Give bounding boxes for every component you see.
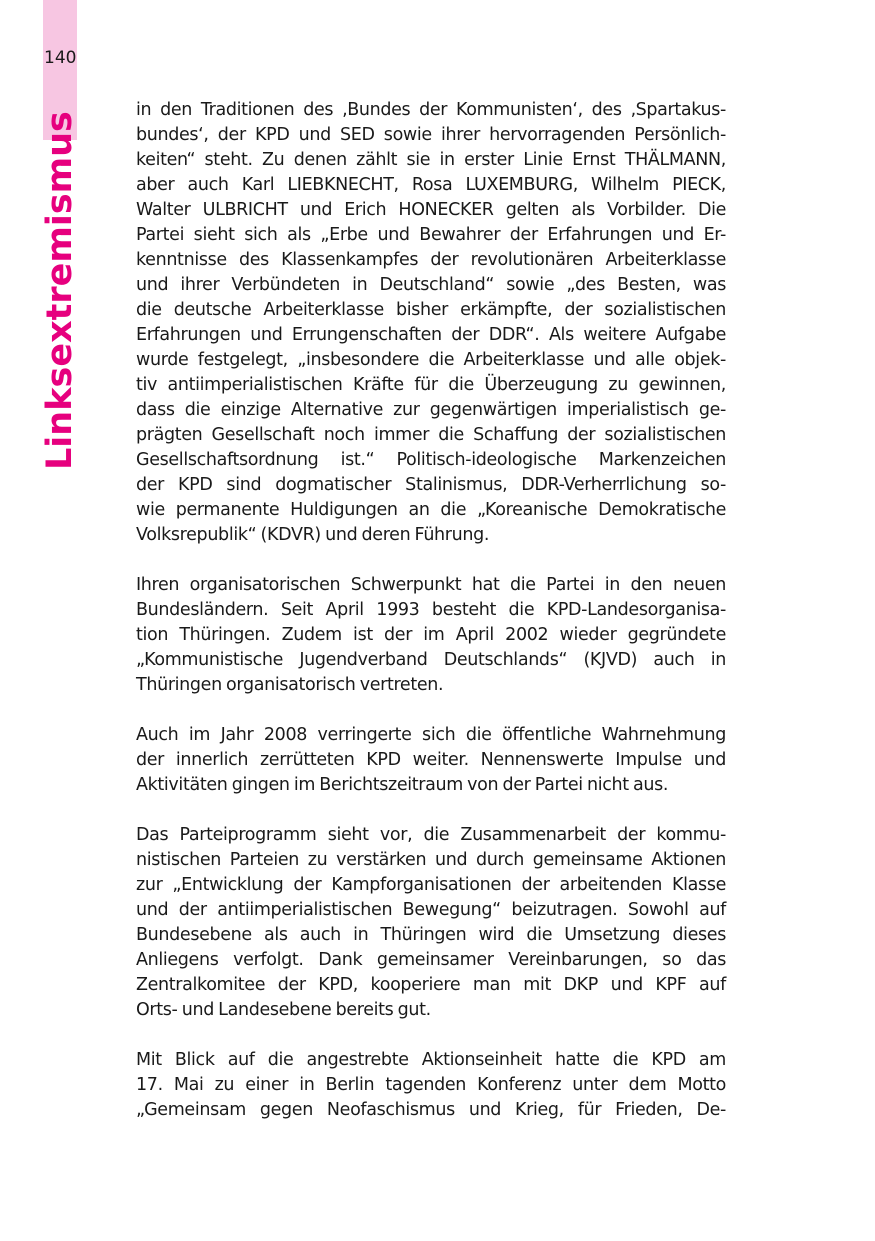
page-number: 140 — [44, 48, 77, 68]
text-line: Volksrepublik“ (KDVR) und deren Führung. — [136, 525, 490, 545]
text-line: 17. Mai zu einer in Berlin tagenden Konferenz unter dem Motto — [136, 1075, 726, 1095]
text-line: Anliegens verfolgt. Dank gemeinsamer Vereinbarungen, so das — [136, 950, 726, 970]
text-line: und der antiimperialistischen Bewegung“ beizutragen. Sowohl auf — [136, 900, 726, 920]
text-line: Aktivitäten gingen im Berichtszeitraum von der Partei nicht aus. — [136, 775, 669, 795]
text-line: Thüringen organisatorisch vertreten. — [136, 675, 444, 695]
text-line: bundes‘, der KPD und SED sowie ihrer hervorragenden Persönlich- — [136, 125, 726, 145]
text-line: Walter ULBRICHT und Erich HONECKER gelten als Vorbilder. Die — [136, 200, 726, 220]
text-line: „Gemeinsam gegen Neofaschismus und Krieg, für Frieden, De- — [136, 1100, 726, 1120]
text-line: wie permanente Huldigungen an die „Koreanische Demokratische — [136, 500, 726, 520]
text-line: Zentralkomitee der KPD, kooperiere man mit DKP und KPF auf — [136, 975, 726, 995]
text-line: zur „Entwicklung der Kampforganisationen der arbeitenden Klasse — [136, 875, 726, 895]
paragraph — [136, 98, 726, 548]
text-line: dass die einzige Alternative zur gegenwärtigen imperialistisch ge- — [136, 400, 726, 420]
text-line: und ihrer Verbündeten in Deutschland“ sowie „des Besten, was — [136, 275, 726, 295]
text-line: nistischen Parteien zu verstärken und durch gemeinsame Aktionen — [136, 850, 726, 870]
text-line: wurde festgelegt, „insbesondere die Arbeiterklasse und alle objek- — [136, 350, 726, 370]
text-line: kenntnisse des Klassenkampfes der revolutionären Arbeiterklasse — [136, 250, 726, 270]
section-label: Linksextremismus — [40, 111, 80, 470]
text-line: prägten Gesellschaft noch immer die Schaffung der sozialistischen — [136, 425, 726, 445]
text-line: in den Traditionen des ‚Bundes der Kommunisten‘, des ‚Spartakus- — [136, 100, 726, 120]
text-line: keiten“ steht. Zu denen zählt sie in erster Linie Ernst THÄLMANN, — [136, 150, 726, 170]
text-line: Partei sieht sich als „Erbe und Bewahrer der Erfahrungen und Er- — [136, 225, 726, 245]
text-line: „Kommunistische Jugendverband Deutschlands“ (KJVD) auch in — [136, 650, 726, 670]
text-line: Auch im Jahr 2008 verringerte sich die öffentliche Wahrnehmung — [136, 725, 726, 745]
text-line: tion Thüringen. Zudem ist der im April 2002 wieder gegründete — [136, 625, 726, 645]
text-line: Mit Blick auf die angestrebte Aktionseinheit hatte die KPD am — [136, 1050, 726, 1070]
text-line: tiv antiimperialistischen Kräfte für die Überzeugung zu gewinnen, — [136, 375, 726, 395]
text-line: Orts- und Landesebene bereits gut. — [136, 1000, 431, 1020]
text-line: der innerlich zerrütteten KPD weiter. Nennenswerte Impulse und — [136, 750, 726, 770]
text-line: die deutsche Arbeiterklasse bisher erkämpfte, der sozialistischen — [136, 300, 726, 320]
text-line: Erfahrungen und Errungenschaften der DDR“. Als weitere Aufgabe — [136, 325, 726, 345]
text-line: Gesellschaftsordnung ist.“ Politisch-ideologische Markenzeichen — [136, 450, 726, 470]
paragraph — [136, 823, 726, 1023]
text-line: Ihren organisatorischen Schwerpunkt hat die Partei in den neuen — [136, 575, 726, 595]
paragraph — [136, 1048, 726, 1123]
body-text — [136, 98, 726, 1148]
text-line: aber auch Karl LIEBKNECHT, Rosa LUXEMBURG, Wilhelm PIECK, — [136, 175, 726, 195]
text-line: Bundesebene als auch in Thüringen wird die Umsetzung dieses — [136, 925, 726, 945]
text-line: der KPD sind dogmatischer Stalinismus, DDR-Verherrlichung so- — [136, 475, 726, 495]
text-line: Bundesländern. Seit April 1993 besteht die KPD-Landesorganisa- — [136, 600, 726, 620]
text-line: Das Parteiprogramm sieht vor, die Zusammenarbeit der kommu- — [136, 825, 726, 845]
paragraph — [136, 573, 726, 698]
paragraph — [136, 723, 726, 798]
